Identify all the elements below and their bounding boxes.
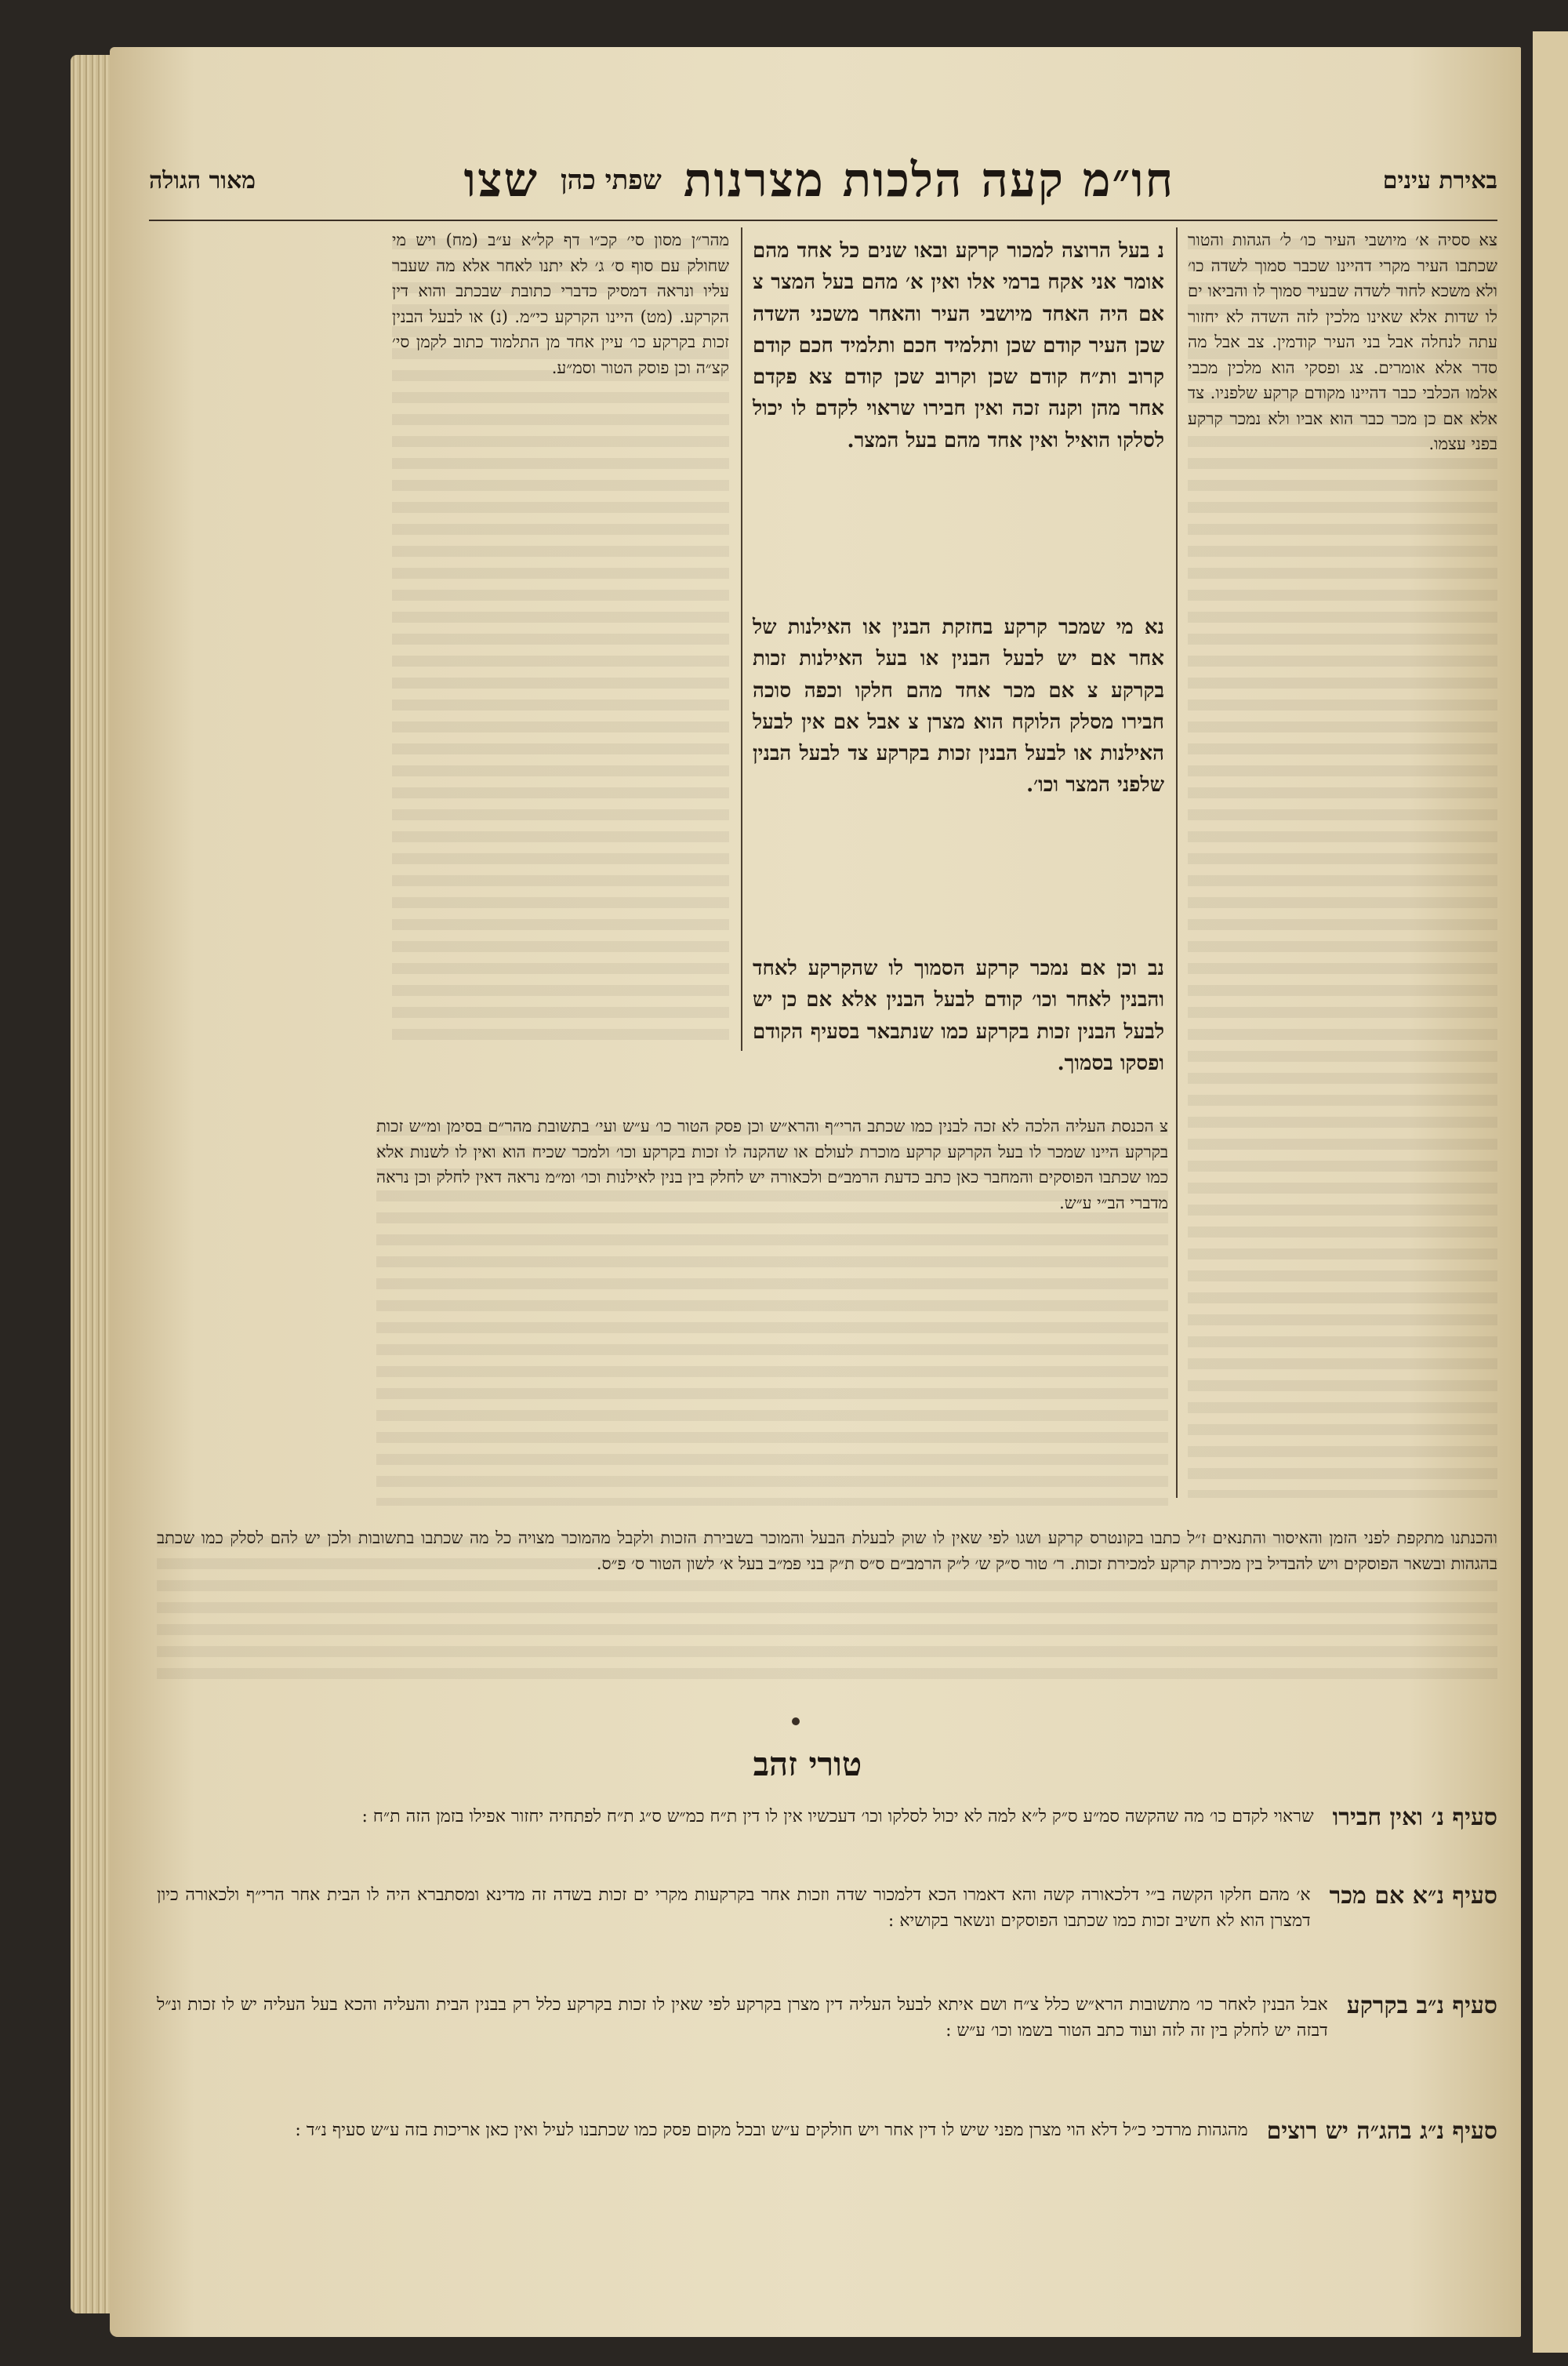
tz-entry: [157, 1992, 1497, 2044]
tz-entry-label: סעיף נ״א אם מכר: [1329, 1882, 1497, 1910]
section-ornament: [792, 1717, 800, 1725]
tz-entry-text: שראוי לקדם כו׳ מה שהקשה סמ״ע ס״ק ל״א למה לא יכול לסלקו וכו׳ דעכשיו אין לו דין ת״ח כמ״ש ס״ג ת״ח לפתחיה יחזור אפילו בזמן הזה ת״ח :: [361, 1807, 1314, 1826]
turei-zahav-title: טורי זהב: [753, 1745, 862, 1783]
tz-entry-label: סעיף נ׳ ואין חבירו: [1332, 1804, 1497, 1831]
header-subtitle: שפתי כהן: [560, 165, 662, 196]
tz-entry: [157, 2117, 1497, 2145]
header-rule: [149, 220, 1497, 221]
right-running-head: באירת עינים: [1382, 166, 1497, 194]
commentary-wide-block: צ הכנסת העליה הלכה לא זכה לבנין כמו שכתב הרי״ף והרא״ש וכן פסק הטור כו׳ ע״ש ועי׳ בתשובת מהר״ם בסימן ומ״ש זכות בקרקע היינו שמכר לו בעל הקרקע קרקע מוכרת לעולם או שהקנה לו זכות בקרקע וכו׳ ולמכר שכיח הוא ואין לו לשנות אלא כמו שכתבו הפוסקים והמחבר כאן כתב כדעת הרמב״ם ולכאורה יש לחלק בין בנין לאילנות וכו׳ ומ״מ נראה דאין לחלק וכן נראה מדברי הב״י ע״ש.: [376, 1114, 1168, 1506]
left-commentary-column: מהר״ן מסון סי׳ קכ״ו דף קל״א ע״ב (מח) ויש מי שחולק עם סוף ס׳ ג׳ לא יתנו לאחר אלא מה שעבר עליו ונראה דמסיק כדברי כתובת שבכתב והוא דין הקרקע. (מט) היינו הקרקע כי״מ. (נ) או לבעל הבנין זכות בקרקע כו׳ עיין אחד מן התלמוד כתוב לקמן סי׳ קצ״ה וכן פוסק הטור וסמ״ע.: [392, 227, 729, 1051]
main-text-paragraph-3: נב וכן אם נמכר קרקע הסמוך לו שהקרקע לאחד והבנין לאחר וכו׳ קודם לבעל הבנין אלא אם כן יש לבעל הבנין זכות בקרקע כמו שנתבאר בסעיף הקודם ופסקו בסמוך.: [753, 957, 1164, 1075]
column-separator-left: [741, 227, 742, 1051]
bottom-commentary-block: והכנתנו מתקפת לפני הזמן והאיסור והתנאים ז״ל כתבו בקונטרס קרקע ושגו לפי שאין לו שוק לבעלת הבעל והמוכר בשבירת הזכות ולקבל מהמוכר מצויה כל מה שכתבו בתשובות ולכן יש להם לסלק כמו שכתב בהגהות ובשאר הפוסקים ויש להבדיל בין מכירת קרקע למכירת זכות. ר׳ טור ס״ק ש׳ ל״ק הרמב״ם ס״ס ת״ק בני פמ״ב בעל א׳ לשון הטור ס׳ פ״ס.: [157, 1525, 1497, 1682]
header-center: [464, 153, 1174, 208]
tz-entry-text: אבל הבנין לאחר כו׳ מתשובות הרא״ש כלל צ״ח ושם איתא לבעל העליה דין מצרן בקרקע לפי שאין לו זכות בקרקע כלל רק בבנין הבית והעליה והכא בעל העליה יש לו זכות ונ״ל דבזה יש לחלק בין זה לזה ועוד כתב הטור בשמו וכו׳ ע״ש :: [157, 1995, 1328, 2041]
page-number: שצו: [463, 153, 539, 208]
left-running-head: מאור הגולה: [149, 166, 256, 194]
column-separator-right: [1176, 227, 1178, 1498]
tz-entry-text: מהגהות מרדכי כ״ל דלא הוי מצרן מפני שיש לו דין אחר ויש חולקים ע״ש ובכל מקום פסק כמו שכתבנו לעיל ואין כאן אריכות בזה ע״ש סעיף נ״ד :: [295, 2121, 1248, 2140]
tz-entry: [157, 1882, 1497, 1934]
page-header: [149, 145, 1497, 216]
main-text-paragraph-2: נא מי שמכר קרקע בחזקת הבנין או האילנות של אחר אם יש לבעל הבנין או בעל האילנות זכות בקרקע צ אם מכר אחד מהם חלקו וכפה סוכה חבירו מסלק הלוקח הוא מצרן צ אבל אם אין לבעל האילנות או לבעל הבנין זכות בקרקע צד לבעל הבנין שלפני המצר וכו׳.: [753, 616, 1164, 798]
right-commentary-column: צא ססיה א׳ מיושבי העיר כו׳ ל׳ הגהות והטור שכתבו העיר מקרי דהיינו שכבר סמוך לשדה כו׳ ולא משכא לחוד לשדה שבעיר סמוך לו והביאו ים לו שדות אלא שאינו מלכין לזה השדה לא יחזור עתה לנחלה אבל בני העיר קודמין. צב אבל מה סדר אלא אומרים. צג ופסקי הוא מלכין מכבי אלמו הכלבי כבר דהיינו מקודם קרקע שלפניו. צד אלא אם כן מכר כבר הוא אביו ולא נמכר קרקע בפני עצמו.: [1188, 227, 1497, 1498]
tz-entry-label: סעיף נ״ג בהג״ה יש רוצים: [1266, 2117, 1497, 2145]
tz-entry-label: סעיף נ״ב בקרקע: [1346, 1992, 1497, 2019]
facing-page-edge: [1533, 31, 1568, 2353]
tz-entry-text: א׳ מהם חלקו הקשה ב״י דלכאורה קשה והא דאמרו הכא דלמכור שדה וזכות אחר בקרקעות מקרי ים זכות בשדה זה מדינא ומסתברא היה לו הבית אחר הרי״ף ולכאורה כיון דמצרן הוא לא חשיב זכות כמו שכתבו הפוסקים ונשאר בקושיא :: [157, 1885, 1311, 1931]
main-text-paragraph-1: נ בעל הרוצה למכור קרקע ובאו שנים כל אחד מהם אומר אני אקח ברמי אלו ואין א׳ מהם בעל המצר צ אם היה האחד מיושבי העיר והאחר משכני השדה שכן העיר קודם שכן ותלמיד חכם ותלמיד חכם קודם קרוב ות״ח קודם שכן וקרוב שכן קודם צא פקדם אחר מהן וקנה זכה ואין חבירו שראוי לקדם לו יכול לסלקו הואיל ואין אחד מהם בעל המצר.: [753, 239, 1164, 452]
main-title: חו״מ קעה הלכות מצרנות: [683, 153, 1175, 208]
tz-entry: [157, 1804, 1497, 1831]
